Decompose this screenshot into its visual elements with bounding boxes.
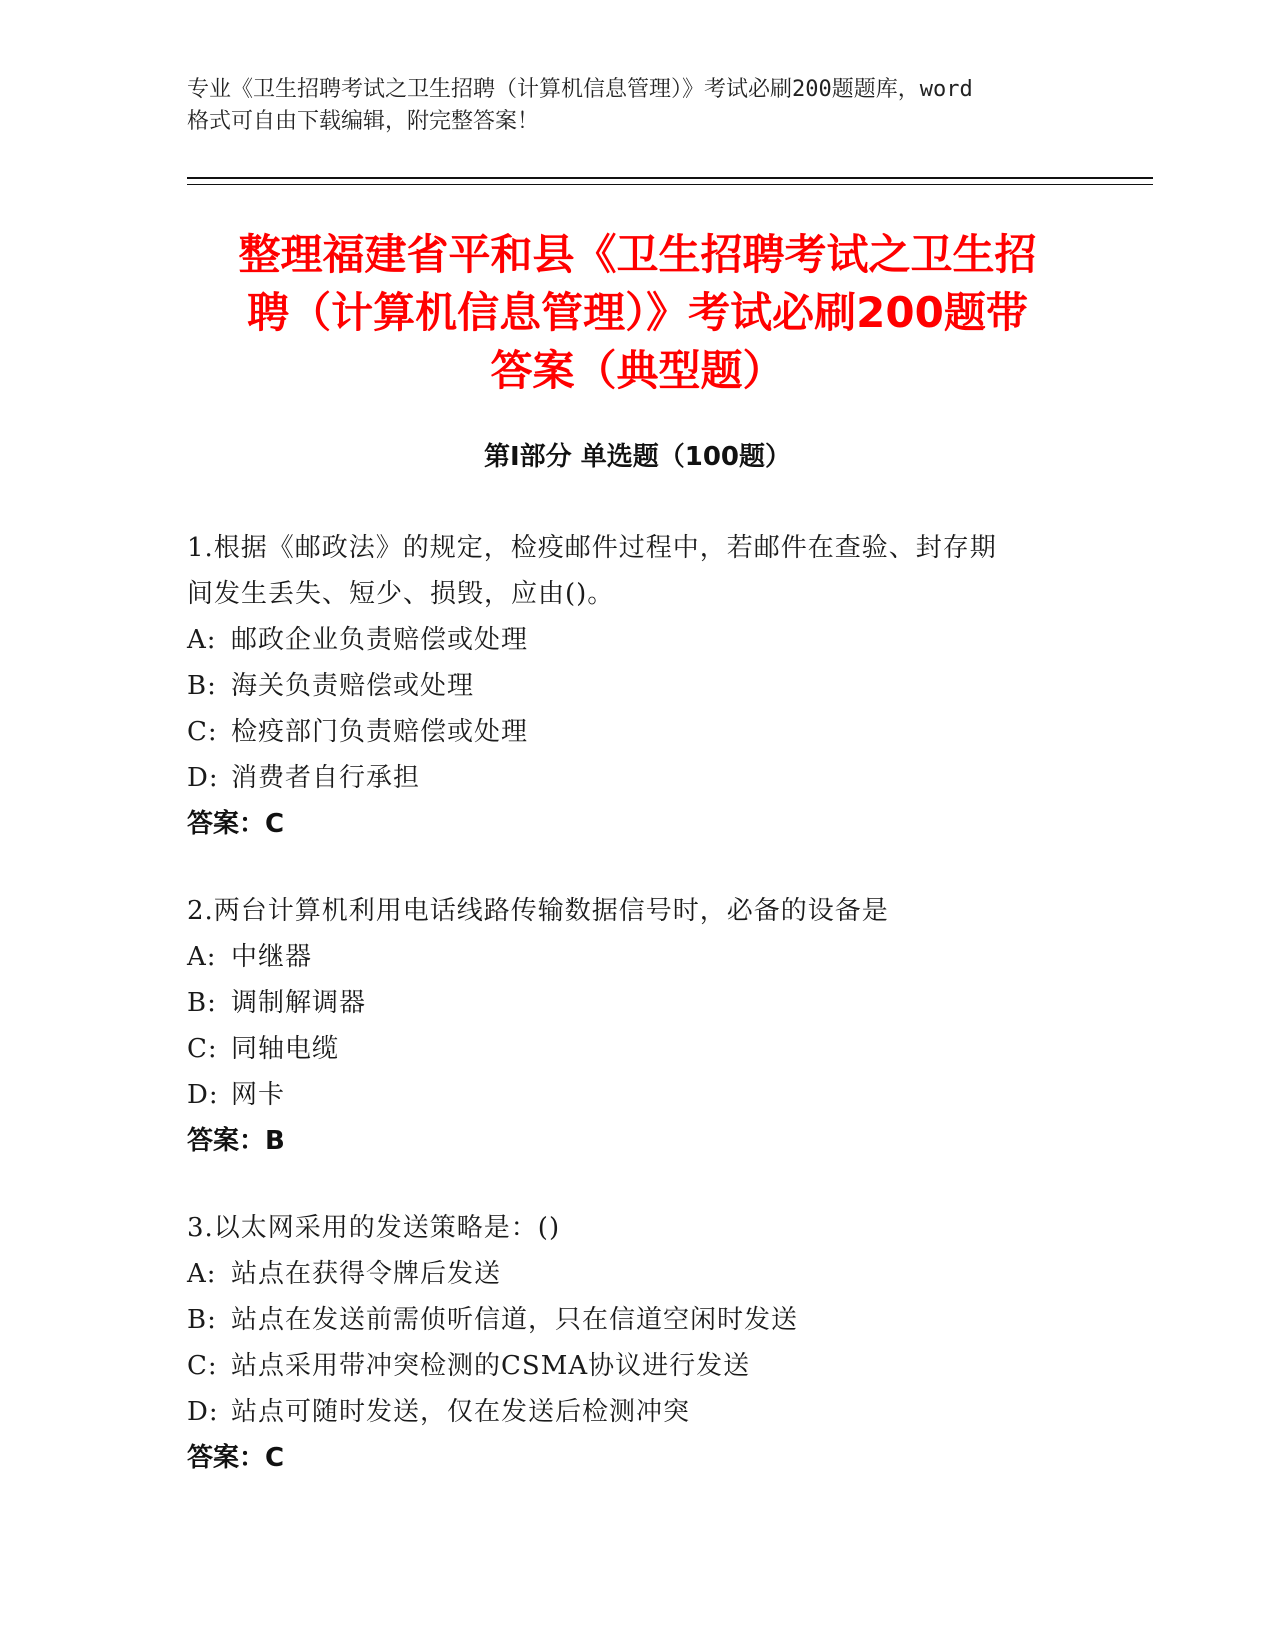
option-key: A: xyxy=(187,625,217,655)
option-text: 邮政企业负责赔偿或处理 xyxy=(231,625,529,655)
option-d xyxy=(187,755,1067,801)
option-key: C: xyxy=(187,717,218,747)
question-stem-line-1: 3.以太网采用的发送策略是：() xyxy=(187,1213,561,1243)
option-text: 站点可随时发送，仅在发送后检测冲突 xyxy=(231,1397,691,1427)
option-d xyxy=(187,1072,1067,1118)
option-key: C: xyxy=(187,1351,218,1381)
option-text: 消费者自行承担 xyxy=(231,763,421,793)
question-stem-line-1: 1.根据《邮政法》的规定，检疫邮件过程中，若邮件在查验、封存期 xyxy=(187,533,997,563)
option-text: 同轴电缆 xyxy=(231,1034,340,1064)
question-stem-line-2: 间发生丢失、短少、损毁，应由()。 xyxy=(187,579,615,609)
header-note-line-2: 格式可自由下载编辑，附完整答案！ xyxy=(187,109,540,134)
option-c xyxy=(187,709,1067,755)
option-key: D: xyxy=(187,1080,219,1110)
option-text: 海关负责赔偿或处理 xyxy=(231,671,475,701)
header-divider-thin xyxy=(187,184,1153,185)
option-b xyxy=(187,663,1067,709)
question-stem-line-1: 2.两台计算机利用电话线路传输数据信号时，必备的设备是 xyxy=(187,896,889,926)
option-a xyxy=(187,934,1067,980)
section-title: 第I部分 单选题（100题） xyxy=(484,442,791,472)
option-key: B: xyxy=(187,671,217,701)
question-2 xyxy=(187,888,1067,1164)
option-text: 站点在发送前需侦听信道，只在信道空闲时发送 xyxy=(231,1305,799,1335)
option-text: 站点在获得令牌后发送 xyxy=(231,1259,502,1289)
option-a xyxy=(187,1251,1067,1297)
option-c xyxy=(187,1343,1067,1389)
option-key: B: xyxy=(187,988,217,1018)
option-b xyxy=(187,1297,1067,1343)
header-note xyxy=(187,74,1087,138)
header-note-line-1: 专业《卫生招聘考试之卫生招聘（计算机信息管理）》考试必刷200题题库，word xyxy=(187,77,973,102)
document-title-line-2: 聘（计算机信息管理）》考试必刷200题带 xyxy=(247,288,1028,337)
option-text: 站点采用带冲突检测的CSMA协议进行发送 xyxy=(231,1351,751,1381)
option-key: D: xyxy=(187,1397,219,1427)
option-key: D: xyxy=(187,763,219,793)
document-title-line-1: 整理福建省平和县《卫生招聘考试之卫生招 xyxy=(238,230,1037,279)
option-text: 中继器 xyxy=(231,942,313,972)
answer: 答案：C xyxy=(187,1443,285,1473)
option-text: 调制解调器 xyxy=(231,988,367,1018)
question-3 xyxy=(187,1205,1067,1481)
option-b xyxy=(187,980,1067,1026)
option-key: A: xyxy=(187,1259,217,1289)
option-text: 检疫部门负责赔偿或处理 xyxy=(231,717,529,747)
option-c xyxy=(187,1026,1067,1072)
option-key: A: xyxy=(187,942,217,972)
header-divider-thick xyxy=(187,177,1153,179)
option-text: 网卡 xyxy=(231,1080,286,1110)
answer: 答案：C xyxy=(187,809,285,839)
option-key: C: xyxy=(187,1034,218,1064)
document-title-line-3: 答案（典型题） xyxy=(490,346,785,395)
option-key: B: xyxy=(187,1305,217,1335)
answer: 答案：B xyxy=(187,1126,285,1156)
option-a xyxy=(187,617,1067,663)
option-d xyxy=(187,1389,1067,1435)
question-1 xyxy=(187,525,1067,847)
document-title xyxy=(150,226,1125,400)
